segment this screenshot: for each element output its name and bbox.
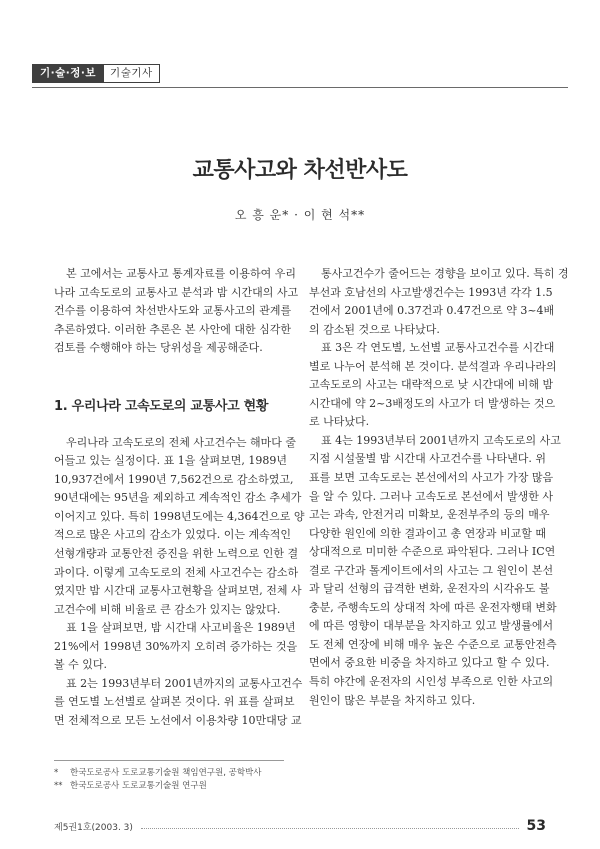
section-heading: 1. 우리나라 고속도로의 교통사고 현황: [54, 398, 269, 414]
text-line: 검토를 수행해야 하는 당위성을 제공해준다.: [54, 341, 263, 355]
text-line: 21%에서 1998년 30%까지 오히려 증가하는 것을: [54, 639, 298, 653]
text-line: 를 연도별 노선별로 살펴본 것이다. 위 표를 살펴보: [54, 695, 295, 709]
left-column: [54, 265, 305, 730]
text-line: 고는 과속, 안전거리 미확보, 운전부주의 등의 매우: [309, 508, 550, 522]
text-line: 다양한 원인에 의한 결과이고 총 연장과 비교할 때: [309, 526, 546, 540]
abstract: [54, 265, 299, 358]
text-line: 건수를 이용하여 차선반사도와 교통사고의 관계를: [54, 304, 292, 318]
spacer: [54, 358, 291, 398]
text-line: 였지만 밤 시간대 교통사고현황을 살펴보면, 전체 사: [54, 584, 302, 598]
text-line: 지점 시설물별 밤 시간대 사고건수를 나타낸다. 위: [309, 452, 546, 466]
paragraph: [309, 432, 561, 710]
footnote-item: [54, 767, 261, 780]
text-line: 면 전체적으로 모든 노선에서 이용차량 10만대당 교: [54, 713, 302, 727]
text-line: 을 알 수 있다. 그러나 고속도로 본선에서 발생한 사: [309, 489, 553, 503]
page-number: 53: [526, 818, 546, 834]
text-line: 결로 구간과 톨게이트에서의 사고는 그 원인이 본선: [309, 563, 554, 577]
text-line: 우리나라 고속도로의 전체 사고건수는 해마다 줄: [66, 435, 297, 449]
article-title: 교통사고와 차선반사도: [192, 158, 408, 183]
text-line: 별로 나누어 분석해 본 것이다. 분석결과 우리나라의: [309, 359, 557, 373]
text-line: 통사고건수가 줄어드는 경향을 보이고 있다. 특히 경: [321, 267, 569, 280]
article-authors: 오 흥 운* · 이 현 석**: [234, 208, 366, 222]
text-line: 표 4는 1993년부터 2001년까지 고속도로의 사고: [321, 433, 561, 447]
left-body: [54, 434, 305, 731]
footnote-rule: [54, 760, 284, 761]
issue-label: 제5권1호(2003. 3): [54, 822, 133, 833]
text-line: 도 전체 연장에 비해 매우 높은 수준으로 교통안전측: [309, 637, 557, 651]
text-line: 면에서 중요한 비중을 차지하고 있다고 할 수 있다.: [309, 656, 550, 670]
text-line: 표 3은 각 연도별, 노선별 교통사고건수를 시간대: [321, 341, 555, 355]
text-line: 볼 수 있다.: [54, 658, 107, 672]
text-line: 과 달리 선형의 급격한 변화, 운전자의 시각유도 불: [309, 582, 550, 596]
text-line: 부선과 호남선의 사고발생건수는 1993년 각각 1.5: [309, 285, 553, 299]
text-line: 과이다. 이렇게 고속도로의 전체 사고건수는 감소하: [54, 565, 299, 579]
footnote-text: 한국도로공사 도로교통기술원 책임연구원, 공학박사: [70, 768, 262, 778]
text-line: 표 1을 살펴보면, 밤 시간대 사고비율은 1989년: [66, 621, 296, 635]
footnote-item: [54, 780, 261, 793]
right-body: [309, 265, 569, 710]
text-line: 추론하였다. 이러한 추론은 본 사안에 대한 심각한: [54, 322, 291, 336]
text-line: 10,937건에서 1990년 7,562건으로 감소하였고,: [54, 472, 294, 486]
text-line: 로 나타났다.: [309, 415, 370, 429]
paragraph: [54, 619, 298, 675]
text-line: 충분, 주행속도의 상대적 차에 따른 운전자행태 변화: [309, 600, 557, 614]
paragraph: [309, 339, 557, 432]
footnote-text: 한국도로공사 도로교통기술원 연구원: [70, 781, 207, 791]
text-line: 고건수에 비해 비율로 큰 감소가 있지는 않았다.: [54, 602, 281, 616]
text-line: 원인이 많은 부분을 차지하고 있다.: [309, 693, 476, 707]
text-line: 90년대에는 95년을 제외하고 계속적인 감소 추세가: [54, 491, 302, 505]
text-line: 나라 고속도로의 교통사고 분석과 밤 시간대의 사고: [54, 285, 299, 299]
paragraph: [54, 675, 303, 731]
text-line: 시간대에 약 2~3배정도의 사고가 더 발생하는 것으: [309, 396, 556, 410]
text-line: 표를 보면 고속도로는 본선에서의 사고가 가장 많음: [309, 471, 554, 485]
text-line: 선형개량과 교통안전 증진을 위한 노력으로 인한 결: [54, 547, 299, 561]
text-line: 의 감소된 것으로 나타났다.: [309, 322, 440, 336]
footnotes: [54, 767, 261, 793]
header-rule: [32, 87, 568, 88]
text-line: 상대적으로 미미한 수준으로 파악된다. 그러나 IC연: [309, 545, 556, 559]
category-tag-label: 기술기사: [104, 64, 160, 83]
section-tag: [32, 64, 160, 83]
page-footer: [54, 818, 546, 834]
text-line: 표 2는 1993년부터 2001년까지의 교통사고건수: [66, 676, 303, 690]
text-line: 에 따른 영향이 대부분을 차지하고 있고 발생률에서: [309, 619, 554, 633]
footnote-mark: **: [54, 781, 63, 791]
text-line: 어들고 있는 실정이다. 표 1을 살펴보면, 1989년: [54, 454, 287, 468]
right-column: [309, 265, 569, 710]
text-line: 건에서 2001년에 0.37건과 0.47건으로 약 3~4배: [309, 304, 555, 318]
footer-dotted-rule: [141, 828, 519, 829]
paragraph: [309, 265, 569, 339]
text-line: 이어지고 있다. 특히 1998년도에는 4,364건으로 양: [54, 509, 305, 523]
text-line: 특히 야간에 운전자의 시인성 부족으로 인한 사고의: [309, 675, 554, 689]
text-line: 적으로 많은 사고의 감소가 있었다. 이는 계속적인: [54, 528, 291, 542]
text-line: 본 고에서는 교통사고 통계자료를 이용하여 우리: [66, 267, 297, 280]
footnote-mark: *: [54, 768, 59, 778]
section-tag-label: 기·술·정·보: [32, 64, 104, 83]
paragraph: [54, 434, 305, 619]
text-line: 고속도로의 사고는 대략적으로 낮 시간대에 비해 밤: [309, 378, 554, 392]
